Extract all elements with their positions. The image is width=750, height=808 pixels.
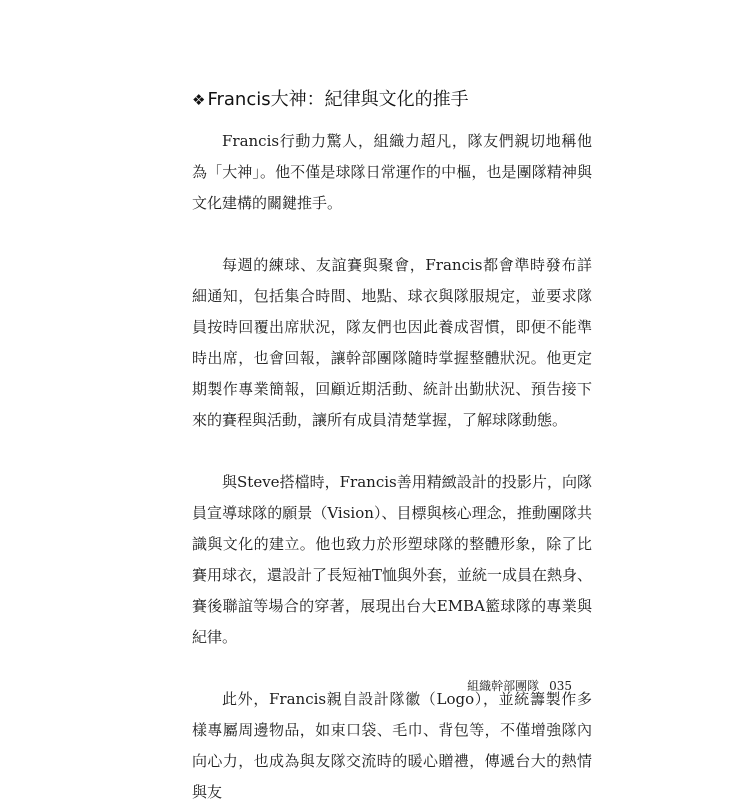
running-title: 組織幹部團隊 bbox=[467, 679, 540, 693]
diamond-bullet-icon: ❖ bbox=[192, 91, 206, 109]
page-footer bbox=[467, 677, 572, 695]
section-title: Francis大神：紀律與文化的推手 bbox=[207, 89, 469, 110]
paragraph-4: 此外，Francis親自設計隊徽（Logo），並統籌製作多樣專屬周邊物品，如束口袋、毛巾、背包等，不僅增強隊內向心力，也成為與友隊交流時的暖心贈禮，傳遞台大的熱情與友 bbox=[192, 690, 592, 801]
page-number: 035 bbox=[549, 679, 572, 693]
body-text bbox=[192, 126, 592, 808]
paragraph-3: 與Steve搭檔時，Francis善用精緻設計的投影片，向隊員宣導球隊的願景（Vision）、目標與核心理念，推動團隊共識與文化的建立。他也致力於形塑球隊的整體形象，除了比賽用球衣，還設計了長短袖T恤與外套，並統一成員在熱身、賽後聯誼等場合的穿著，展現出台大EMBA籃球隊的專業與紀律。 bbox=[192, 473, 593, 646]
section-heading bbox=[192, 86, 469, 114]
paragraph-1: Francis行動力驚人，組織力超凡，隊友們親切地稱他為「大神」。他不僅是球隊日常運作的中樞，也是團隊精神與文化建構的關鍵推手。 bbox=[192, 132, 592, 212]
paragraph-2: 每週的練球、友誼賽與聚會，Francis都會準時發布詳細通知，包括集合時間、地點、球衣與隊服規定，並要求隊員按時回覆出席狀況，隊友們也因此養成習慣，即便不能準時出席，也會回報，讓幹部團隊隨時掌握整體狀況。他更定期製作專業簡報，回顧近期活動、統計出勤狀況、預告接下來的賽程與活動，讓所有成員清楚掌握，了解球隊動態。 bbox=[192, 256, 592, 429]
